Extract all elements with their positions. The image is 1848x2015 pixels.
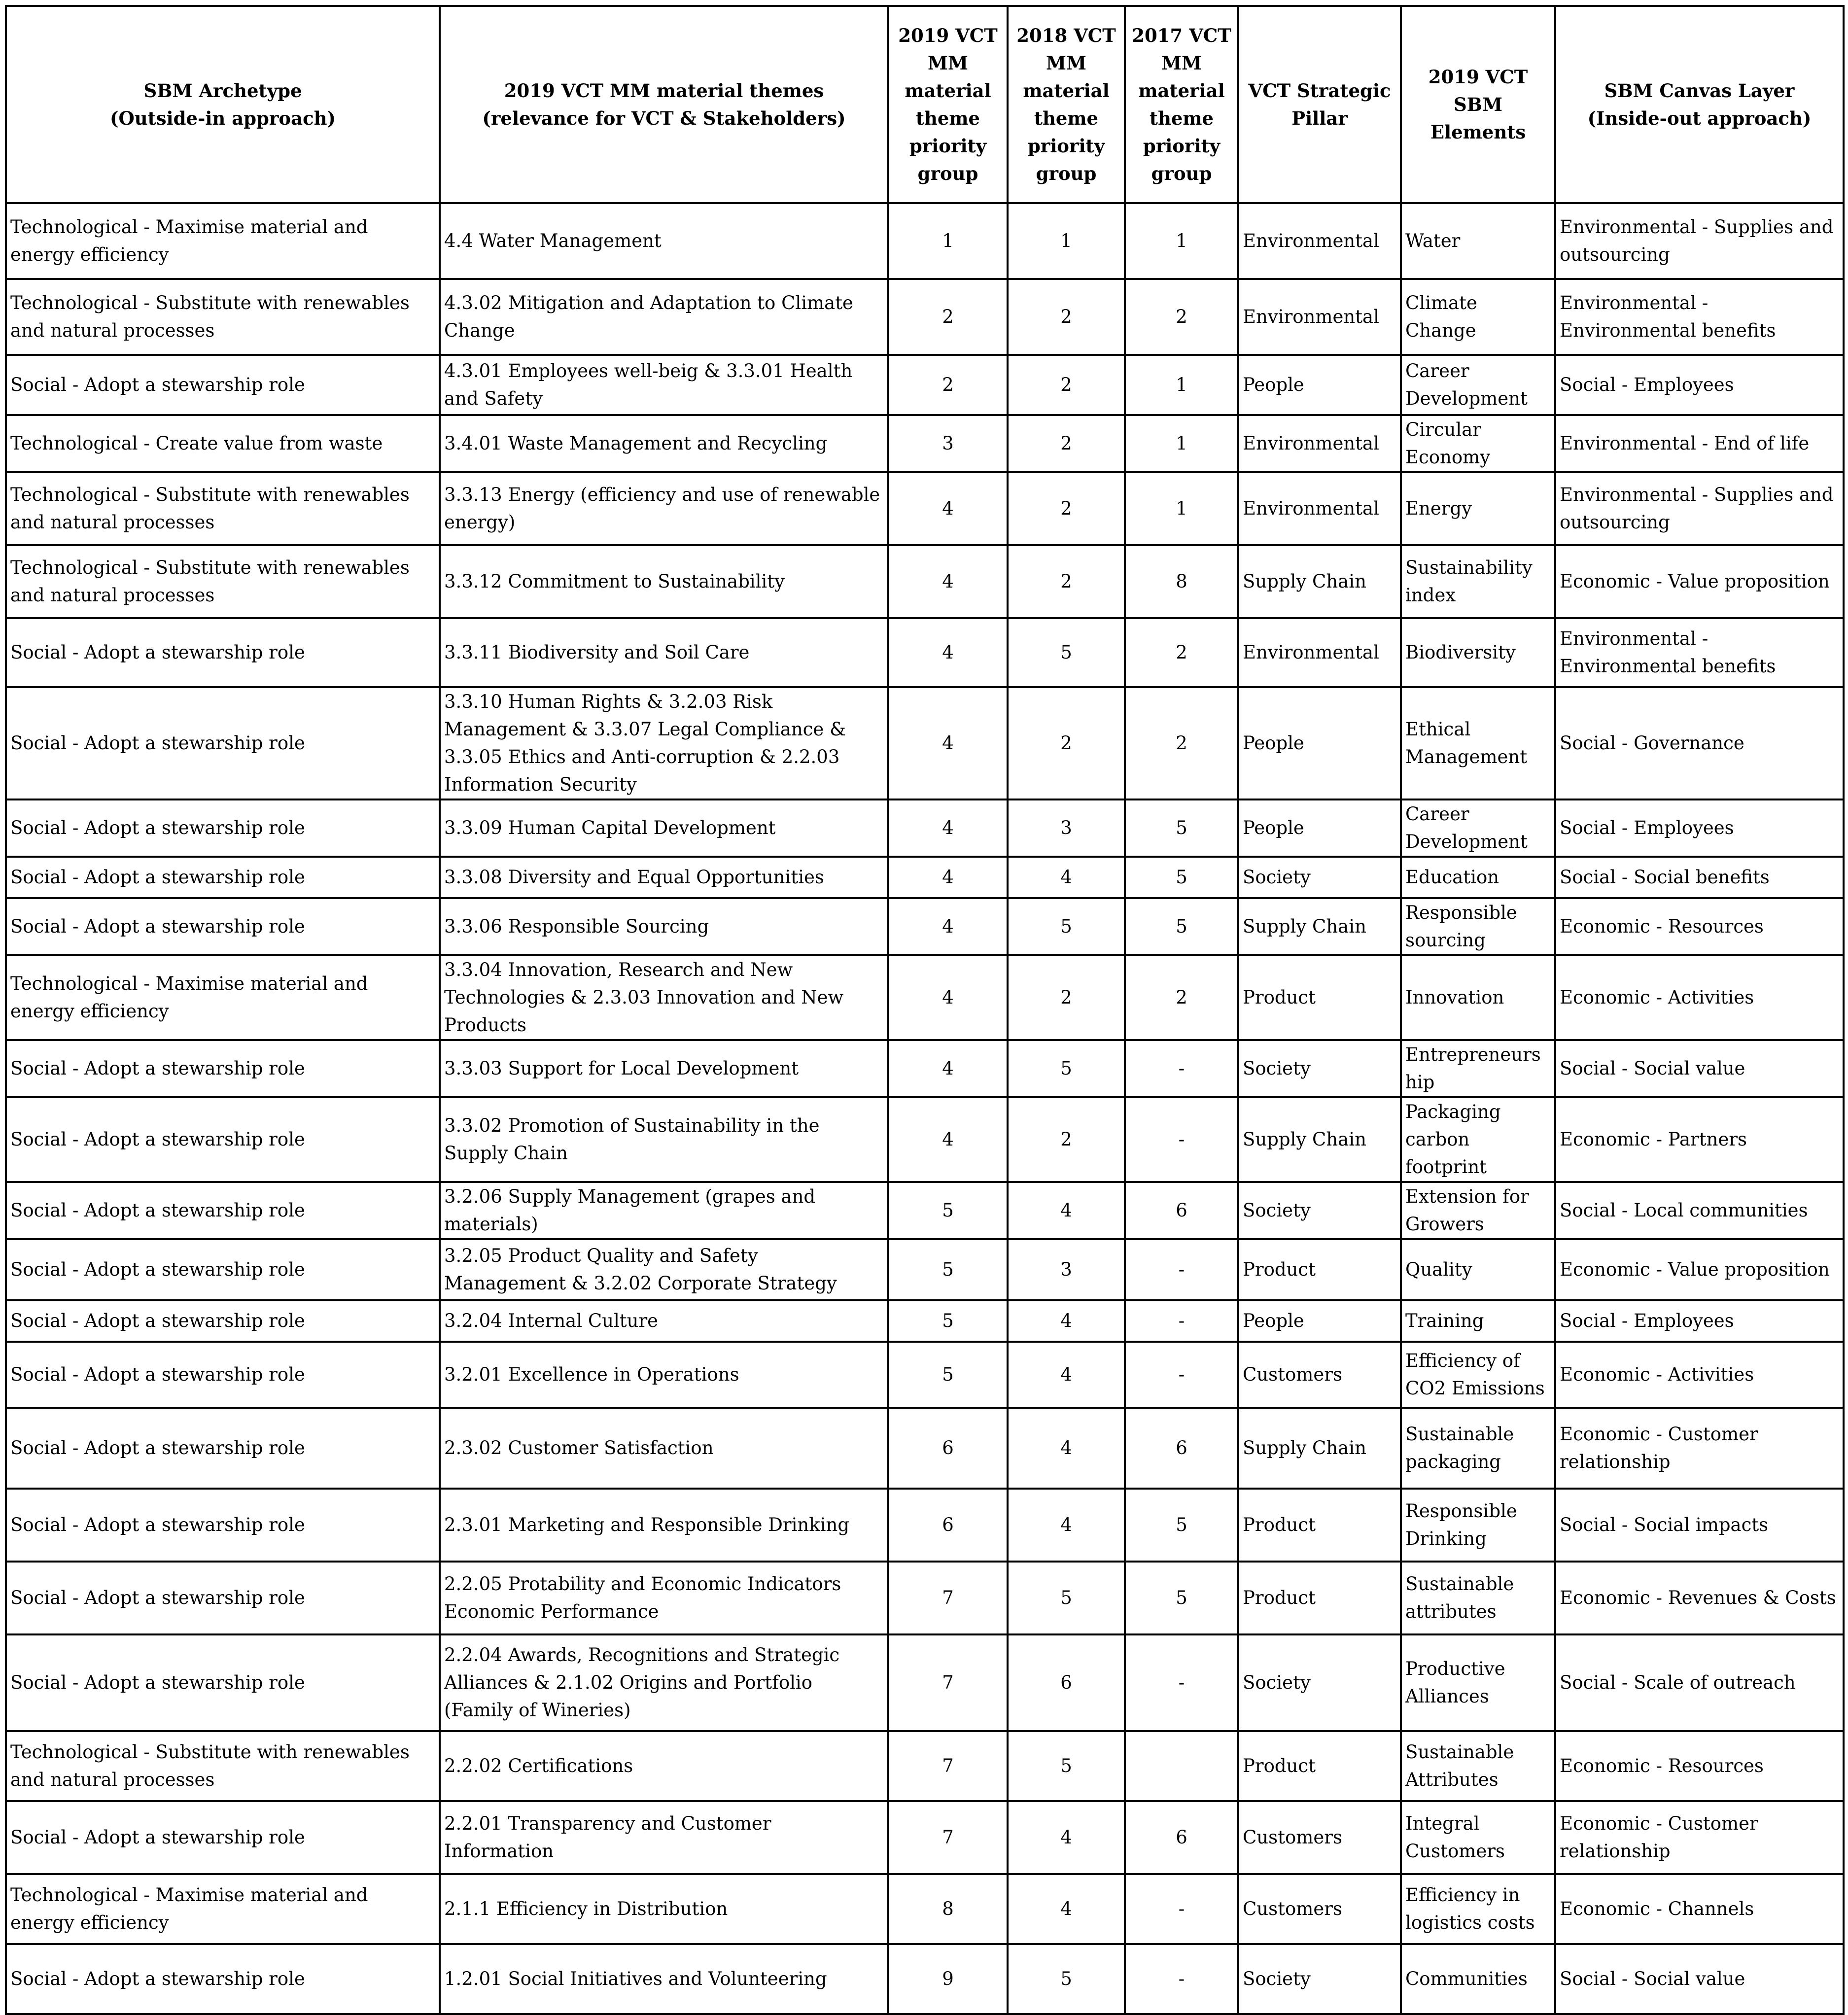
cell-priority-2018: 2 xyxy=(1008,1097,1125,1182)
cell-priority-2018: 5 xyxy=(1008,618,1125,687)
table-row xyxy=(6,857,1844,898)
cell-strategic-pillar: Customers xyxy=(1238,1874,1401,1944)
cell-sbm-element: Quality xyxy=(1401,1239,1555,1300)
cell-canvas-layer: Environmental - End of life xyxy=(1555,415,1844,472)
header-line: 2019 VCT SBM xyxy=(1428,66,1528,115)
cell-material-theme: 3.2.01 Excellence in Operations xyxy=(440,1342,888,1408)
cell-priority-2018: 5 xyxy=(1008,898,1125,955)
cell-priority-2018: 4 xyxy=(1008,1182,1125,1239)
cell-material-theme: 3.3.02 Promotion of Sustainability in the Supply Chain xyxy=(440,1097,888,1182)
table-row xyxy=(6,1489,1844,1562)
cell-material-theme: 3.3.13 Energy (efficiency and use of renewable energy) xyxy=(440,472,888,545)
header-priority-2017 xyxy=(1125,6,1238,203)
cell-strategic-pillar: Society xyxy=(1238,1944,1401,2014)
header-line: priority xyxy=(909,135,987,157)
cell-priority-2017: - xyxy=(1125,1300,1238,1342)
cell-priority-2019: 8 xyxy=(888,1874,1008,1944)
cell-archetype: Social - Adopt a stewarship role xyxy=(6,799,440,857)
cell-archetype: Social - Adopt a stewarship role xyxy=(6,355,440,415)
cell-priority-2018: 2 xyxy=(1008,355,1125,415)
table-row xyxy=(6,1300,1844,1342)
cell-canvas-layer: Social - Governance xyxy=(1555,687,1844,799)
cell-priority-2019: 7 xyxy=(888,1801,1008,1874)
cell-priority-2018: 4 xyxy=(1008,1874,1125,1944)
cell-priority-2018: 1 xyxy=(1008,203,1125,279)
cell-material-theme: 2.2.05 Protability and Economic Indicators Economic Performance xyxy=(440,1562,888,1634)
cell-sbm-element: Packaging carbon footprint xyxy=(1401,1097,1555,1182)
cell-priority-2019: 7 xyxy=(888,1731,1008,1801)
table-row xyxy=(6,1874,1844,1944)
cell-material-theme: 3.3.11 Biodiversity and Soil Care xyxy=(440,618,888,687)
cell-priority-2019: 5 xyxy=(888,1300,1008,1342)
cell-material-theme: 3.3.04 Innovation, Research and New Technologies & 2.3.03 Innovation and New Products xyxy=(440,955,888,1040)
header-line: theme xyxy=(915,107,980,129)
cell-priority-2019: 4 xyxy=(888,472,1008,545)
cell-priority-2017: - xyxy=(1125,1874,1238,1944)
cell-material-theme: 3.3.12 Commitment to Sustainability xyxy=(440,545,888,618)
cell-archetype: Technological - Substitute with renewables and natural processes xyxy=(6,279,440,355)
header-line: Pillar xyxy=(1291,107,1348,129)
cell-material-theme: 4.3.02 Mitigation and Adaptation to Climate Change xyxy=(440,279,888,355)
cell-canvas-layer: Social - Social benefits xyxy=(1555,857,1844,898)
header-line: Elements xyxy=(1430,121,1526,143)
cell-sbm-element: Training xyxy=(1401,1300,1555,1342)
cell-priority-2017: 2 xyxy=(1125,955,1238,1040)
header-priority-2019 xyxy=(888,6,1008,203)
cell-strategic-pillar: Supply Chain xyxy=(1238,1097,1401,1182)
cell-sbm-element: Biodiversity xyxy=(1401,618,1555,687)
cell-strategic-pillar: People xyxy=(1238,799,1401,857)
cell-canvas-layer: Economic - Channels xyxy=(1555,1874,1844,1944)
cell-priority-2018: 3 xyxy=(1008,1239,1125,1300)
cell-archetype: Social - Adopt a stewarship role xyxy=(6,618,440,687)
cell-priority-2017: 5 xyxy=(1125,1489,1238,1562)
cell-canvas-layer: Social - Employees xyxy=(1555,355,1844,415)
cell-archetype: Social - Adopt a stewarship role xyxy=(6,1634,440,1731)
cell-sbm-element: Sustainable packaging xyxy=(1401,1408,1555,1489)
cell-archetype: Social - Adopt a stewarship role xyxy=(6,1342,440,1408)
cell-sbm-element: Entrepreneurship xyxy=(1401,1040,1555,1097)
cell-priority-2017: 6 xyxy=(1125,1801,1238,1874)
cell-priority-2017: - xyxy=(1125,1944,1238,2014)
cell-archetype: Social - Adopt a stewarship role xyxy=(6,1097,440,1182)
table-row xyxy=(6,618,1844,687)
header-line: 2017 VCT xyxy=(1132,25,1231,46)
table-row xyxy=(6,687,1844,799)
cell-sbm-element: Sustainable attributes xyxy=(1401,1562,1555,1634)
cell-sbm-element: Circular Economy xyxy=(1401,415,1555,472)
table-row xyxy=(6,1634,1844,1731)
header-line: MM xyxy=(928,52,968,74)
cell-canvas-layer: Economic - Value proposition xyxy=(1555,545,1844,618)
cell-material-theme: 3.2.05 Product Quality and Safety Management & 3.2.02 Corporate Strategy xyxy=(440,1239,888,1300)
header-line: (relevance for VCT & Stakeholders) xyxy=(482,107,846,129)
cell-material-theme: 3.2.06 Supply Management (grapes and materials) xyxy=(440,1182,888,1239)
cell-priority-2017: 5 xyxy=(1125,799,1238,857)
cell-material-theme: 2.2.01 Transparency and Customer Information xyxy=(440,1801,888,1874)
header-line: (Outside-in approach) xyxy=(109,107,336,129)
table-row xyxy=(6,355,1844,415)
cell-priority-2019: 6 xyxy=(888,1408,1008,1489)
header-canvas-layer xyxy=(1555,6,1844,203)
header-line: 2019 VCT MM material themes xyxy=(504,80,824,102)
cell-strategic-pillar: Product xyxy=(1238,1731,1401,1801)
cell-priority-2019: 4 xyxy=(888,687,1008,799)
header-line: priority xyxy=(1027,135,1105,157)
cell-sbm-element: Ethical Management xyxy=(1401,687,1555,799)
header-line: theme xyxy=(1034,107,1099,129)
cell-canvas-layer: Economic - Activities xyxy=(1555,1342,1844,1408)
cell-material-theme: 3.3.03 Support for Local Development xyxy=(440,1040,888,1097)
cell-material-theme: 2.3.02 Customer Satisfaction xyxy=(440,1408,888,1489)
cell-priority-2018: 4 xyxy=(1008,1300,1125,1342)
cell-archetype: Social - Adopt a stewarship role xyxy=(6,898,440,955)
table-row xyxy=(6,1342,1844,1408)
cell-strategic-pillar: Product xyxy=(1238,1239,1401,1300)
cell-canvas-layer: Environmental - Supplies and outsourcing xyxy=(1555,203,1844,279)
cell-priority-2018: 5 xyxy=(1008,1731,1125,1801)
header-line: (Inside-out approach) xyxy=(1587,107,1812,129)
cell-priority-2017 xyxy=(1125,1731,1238,1801)
cell-canvas-layer: Economic - Resources xyxy=(1555,1731,1844,1801)
cell-material-theme: 2.2.02 Certifications xyxy=(440,1731,888,1801)
cell-sbm-element: Extension for Growers xyxy=(1401,1182,1555,1239)
cell-canvas-layer: Social - Social impacts xyxy=(1555,1489,1844,1562)
cell-strategic-pillar: Supply Chain xyxy=(1238,545,1401,618)
header-sbm-elements xyxy=(1401,6,1555,203)
cell-sbm-element: Responsible sourcing xyxy=(1401,898,1555,955)
cell-priority-2017: 1 xyxy=(1125,355,1238,415)
cell-priority-2018: 5 xyxy=(1008,1040,1125,1097)
cell-canvas-layer: Social - Scale of outreach xyxy=(1555,1634,1844,1731)
cell-archetype: Technological - Create value from waste xyxy=(6,415,440,472)
cell-sbm-element: Innovation xyxy=(1401,955,1555,1040)
header-line: group xyxy=(1151,163,1212,184)
cell-priority-2019: 2 xyxy=(888,279,1008,355)
cell-priority-2017: 5 xyxy=(1125,857,1238,898)
cell-strategic-pillar: Environmental xyxy=(1238,415,1401,472)
cell-priority-2018: 2 xyxy=(1008,472,1125,545)
header-sbm-archetype xyxy=(6,6,440,203)
cell-strategic-pillar: Environmental xyxy=(1238,472,1401,545)
cell-strategic-pillar: People xyxy=(1238,687,1401,799)
cell-priority-2019: 4 xyxy=(888,1040,1008,1097)
header-priority-2018 xyxy=(1008,6,1125,203)
header-material-themes xyxy=(440,6,888,203)
cell-strategic-pillar: Product xyxy=(1238,1489,1401,1562)
cell-canvas-layer: Environmental - Environmental benefits xyxy=(1555,618,1844,687)
cell-priority-2019: 7 xyxy=(888,1634,1008,1731)
cell-material-theme: 3.3.10 Human Rights & 3.2.03 Risk Management & 3.3.07 Legal Compliance & 3.3.05 Ethics and Anti-corruption & 2.2.03 Information Security xyxy=(440,687,888,799)
cell-sbm-element: Productive Alliances xyxy=(1401,1634,1555,1731)
cell-priority-2018: 2 xyxy=(1008,415,1125,472)
cell-strategic-pillar: Environmental xyxy=(1238,618,1401,687)
cell-strategic-pillar: People xyxy=(1238,1300,1401,1342)
header-strategic-pillar xyxy=(1238,6,1401,203)
cell-priority-2017: 6 xyxy=(1125,1182,1238,1239)
cell-sbm-element: Education xyxy=(1401,857,1555,898)
cell-priority-2019: 6 xyxy=(888,1489,1008,1562)
table-row xyxy=(6,1731,1844,1801)
cell-strategic-pillar: Environmental xyxy=(1238,279,1401,355)
table-row xyxy=(6,1801,1844,1874)
cell-priority-2019: 4 xyxy=(888,898,1008,955)
header-line: MM xyxy=(1046,52,1086,74)
table-row xyxy=(6,1097,1844,1182)
header-line: group xyxy=(1036,163,1097,184)
cell-sbm-element: Career Development xyxy=(1401,355,1555,415)
cell-priority-2019: 5 xyxy=(888,1239,1008,1300)
table-row xyxy=(6,1408,1844,1489)
cell-priority-2018: 3 xyxy=(1008,799,1125,857)
cell-canvas-layer: Economic - Activities xyxy=(1555,955,1844,1040)
cell-strategic-pillar: Product xyxy=(1238,1562,1401,1634)
cell-canvas-layer: Social - Social value xyxy=(1555,1040,1844,1097)
table-row xyxy=(6,799,1844,857)
table-row xyxy=(6,545,1844,618)
cell-priority-2018: 2 xyxy=(1008,955,1125,1040)
cell-canvas-layer: Environmental - Environmental benefits xyxy=(1555,279,1844,355)
header-line: group xyxy=(917,163,978,184)
cell-sbm-element: Energy xyxy=(1401,472,1555,545)
cell-priority-2019: 4 xyxy=(888,955,1008,1040)
header-line: SBM Archetype xyxy=(143,80,302,102)
materiality-table xyxy=(5,5,1845,2015)
cell-priority-2017: 5 xyxy=(1125,898,1238,955)
cell-sbm-element: Responsible Drinking xyxy=(1401,1489,1555,1562)
cell-strategic-pillar: Environmental xyxy=(1238,203,1401,279)
cell-archetype: Social - Adopt a stewarship role xyxy=(6,1300,440,1342)
cell-canvas-layer: Social - Social value xyxy=(1555,1944,1844,2014)
cell-canvas-layer: Economic - Resources xyxy=(1555,898,1844,955)
cell-priority-2018: 5 xyxy=(1008,1562,1125,1634)
cell-archetype: Social - Adopt a stewarship role xyxy=(6,1562,440,1634)
cell-priority-2019: 1 xyxy=(888,203,1008,279)
cell-priority-2018: 5 xyxy=(1008,1944,1125,2014)
cell-priority-2017: - xyxy=(1125,1239,1238,1300)
cell-archetype: Technological - Substitute with renewables and natural processes xyxy=(6,1731,440,1801)
table-row xyxy=(6,898,1844,955)
cell-priority-2019: 4 xyxy=(888,799,1008,857)
cell-priority-2017: - xyxy=(1125,1634,1238,1731)
cell-material-theme: 4.3.01 Employees well-beig & 3.3.01 Health and Safety xyxy=(440,355,888,415)
cell-sbm-element: Sustainability index xyxy=(1401,545,1555,618)
cell-archetype: Social - Adopt a stewarship role xyxy=(6,1489,440,1562)
header-line: material xyxy=(905,80,991,102)
cell-priority-2019: 2 xyxy=(888,355,1008,415)
cell-material-theme: 3.4.01 Waste Management and Recycling xyxy=(440,415,888,472)
cell-priority-2017: 1 xyxy=(1125,415,1238,472)
cell-canvas-layer: Social - Employees xyxy=(1555,1300,1844,1342)
cell-sbm-element: Communities xyxy=(1401,1944,1555,2014)
table-row xyxy=(6,415,1844,472)
cell-priority-2017: 6 xyxy=(1125,1408,1238,1489)
table-row xyxy=(6,1040,1844,1097)
cell-archetype: Social - Adopt a stewarship role xyxy=(6,1182,440,1239)
header-line: material xyxy=(1138,80,1225,102)
cell-priority-2017: 2 xyxy=(1125,618,1238,687)
cell-priority-2017: 1 xyxy=(1125,203,1238,279)
cell-canvas-layer: Social - Local communities xyxy=(1555,1182,1844,1239)
cell-priority-2019: 7 xyxy=(888,1562,1008,1634)
cell-canvas-layer: Environmental - Supplies and outsourcing xyxy=(1555,472,1844,545)
cell-canvas-layer: Economic - Value proposition xyxy=(1555,1239,1844,1300)
cell-strategic-pillar: Supply Chain xyxy=(1238,898,1401,955)
cell-priority-2017: - xyxy=(1125,1342,1238,1408)
header-row xyxy=(6,6,1844,203)
cell-archetype: Social - Adopt a stewarship role xyxy=(6,1801,440,1874)
cell-priority-2017: 1 xyxy=(1125,472,1238,545)
cell-priority-2018: 4 xyxy=(1008,1408,1125,1489)
cell-priority-2017: - xyxy=(1125,1097,1238,1182)
table-row xyxy=(6,955,1844,1040)
cell-priority-2018: 4 xyxy=(1008,1342,1125,1408)
cell-priority-2018: 4 xyxy=(1008,1801,1125,1874)
cell-canvas-layer: Economic - Revenues & Costs xyxy=(1555,1562,1844,1634)
cell-sbm-element: Efficiency in logistics costs xyxy=(1401,1874,1555,1944)
header-line: VCT Strategic xyxy=(1248,80,1391,102)
cell-strategic-pillar: Supply Chain xyxy=(1238,1408,1401,1489)
cell-archetype: Social - Adopt a stewarship role xyxy=(6,1239,440,1300)
header-line: material xyxy=(1023,80,1110,102)
cell-archetype: Technological - Maximise material and energy efficiency xyxy=(6,203,440,279)
cell-strategic-pillar: Society xyxy=(1238,857,1401,898)
header-line: SBM Canvas Layer xyxy=(1604,80,1795,102)
cell-archetype: Technological - Substitute with renewables and natural processes xyxy=(6,472,440,545)
cell-strategic-pillar: People xyxy=(1238,355,1401,415)
cell-priority-2019: 4 xyxy=(888,618,1008,687)
cell-priority-2019: 5 xyxy=(888,1342,1008,1408)
cell-priority-2018: 4 xyxy=(1008,857,1125,898)
cell-archetype: Technological - Substitute with renewables and natural processes xyxy=(6,545,440,618)
cell-priority-2018: 6 xyxy=(1008,1634,1125,1731)
cell-archetype: Social - Adopt a stewarship role xyxy=(6,1040,440,1097)
cell-priority-2018: 4 xyxy=(1008,1489,1125,1562)
cell-strategic-pillar: Customers xyxy=(1238,1801,1401,1874)
cell-canvas-layer: Economic - Customer relationship xyxy=(1555,1801,1844,1874)
table-row xyxy=(6,203,1844,279)
cell-archetype: Technological - Maximise material and energy efficiency xyxy=(6,955,440,1040)
cell-strategic-pillar: Product xyxy=(1238,955,1401,1040)
cell-material-theme: 3.3.06 Responsible Sourcing xyxy=(440,898,888,955)
cell-strategic-pillar: Society xyxy=(1238,1182,1401,1239)
table-row xyxy=(6,279,1844,355)
cell-priority-2017: 5 xyxy=(1125,1562,1238,1634)
cell-material-theme: 3.3.08 Diversity and Equal Opportunities xyxy=(440,857,888,898)
cell-archetype: Social - Adopt a stewarship role xyxy=(6,857,440,898)
cell-sbm-element: Climate Change xyxy=(1401,279,1555,355)
cell-priority-2018: 2 xyxy=(1008,687,1125,799)
cell-priority-2019: 4 xyxy=(888,545,1008,618)
table-row xyxy=(6,1182,1844,1239)
cell-archetype: Technological - Maximise material and energy efficiency xyxy=(6,1874,440,1944)
cell-priority-2019: 4 xyxy=(888,857,1008,898)
cell-canvas-layer: Economic - Customer relationship xyxy=(1555,1408,1844,1489)
table-row xyxy=(6,1944,1844,2014)
cell-sbm-element: Water xyxy=(1401,203,1555,279)
table-row xyxy=(6,1562,1844,1634)
cell-material-theme: 3.2.04 Internal Culture xyxy=(440,1300,888,1342)
cell-sbm-element: Integral Customers xyxy=(1401,1801,1555,1874)
cell-strategic-pillar: Society xyxy=(1238,1040,1401,1097)
cell-priority-2019: 3 xyxy=(888,415,1008,472)
table-body xyxy=(6,203,1844,2014)
cell-priority-2018: 2 xyxy=(1008,279,1125,355)
table-row xyxy=(6,1239,1844,1300)
header-line: theme xyxy=(1149,107,1214,129)
cell-sbm-element: Career Development xyxy=(1401,799,1555,857)
cell-canvas-layer: Economic - Partners xyxy=(1555,1097,1844,1182)
cell-canvas-layer: Social - Employees xyxy=(1555,799,1844,857)
cell-priority-2019: 5 xyxy=(888,1182,1008,1239)
table-row xyxy=(6,472,1844,545)
cell-archetype: Social - Adopt a stewarship role xyxy=(6,687,440,799)
cell-material-theme: 2.3.01 Marketing and Responsible Drinking xyxy=(440,1489,888,1562)
cell-priority-2018: 2 xyxy=(1008,545,1125,618)
header-line: 2018 VCT xyxy=(1016,25,1116,46)
cell-sbm-element: Sustainable Attributes xyxy=(1401,1731,1555,1801)
cell-priority-2017: 8 xyxy=(1125,545,1238,618)
cell-material-theme: 3.3.09 Human Capital Development xyxy=(440,799,888,857)
cell-priority-2019: 4 xyxy=(888,1097,1008,1182)
cell-sbm-element: Efficiency of CO2 Emissions xyxy=(1401,1342,1555,1408)
cell-material-theme: 4.4 Water Management xyxy=(440,203,888,279)
header-line: MM xyxy=(1161,52,1202,74)
header-line: priority xyxy=(1143,135,1220,157)
cell-priority-2017: 2 xyxy=(1125,687,1238,799)
cell-material-theme: 2.1.1 Efficiency in Distribution xyxy=(440,1874,888,1944)
cell-strategic-pillar: Society xyxy=(1238,1634,1401,1731)
cell-material-theme: 2.2.04 Awards, Recognitions and Strategic Alliances & 2.1.02 Origins and Portfolio (Family of Wineries) xyxy=(440,1634,888,1731)
cell-archetype: Social - Adopt a stewarship role xyxy=(6,1408,440,1489)
cell-material-theme: 1.2.01 Social Initiatives and Volunteering xyxy=(440,1944,888,2014)
cell-strategic-pillar: Customers xyxy=(1238,1342,1401,1408)
cell-priority-2017: 2 xyxy=(1125,279,1238,355)
cell-priority-2019: 9 xyxy=(888,1944,1008,2014)
cell-archetype: Social - Adopt a stewarship role xyxy=(6,1944,440,2014)
header-line: 2019 VCT xyxy=(898,25,998,46)
cell-priority-2017: - xyxy=(1125,1040,1238,1097)
